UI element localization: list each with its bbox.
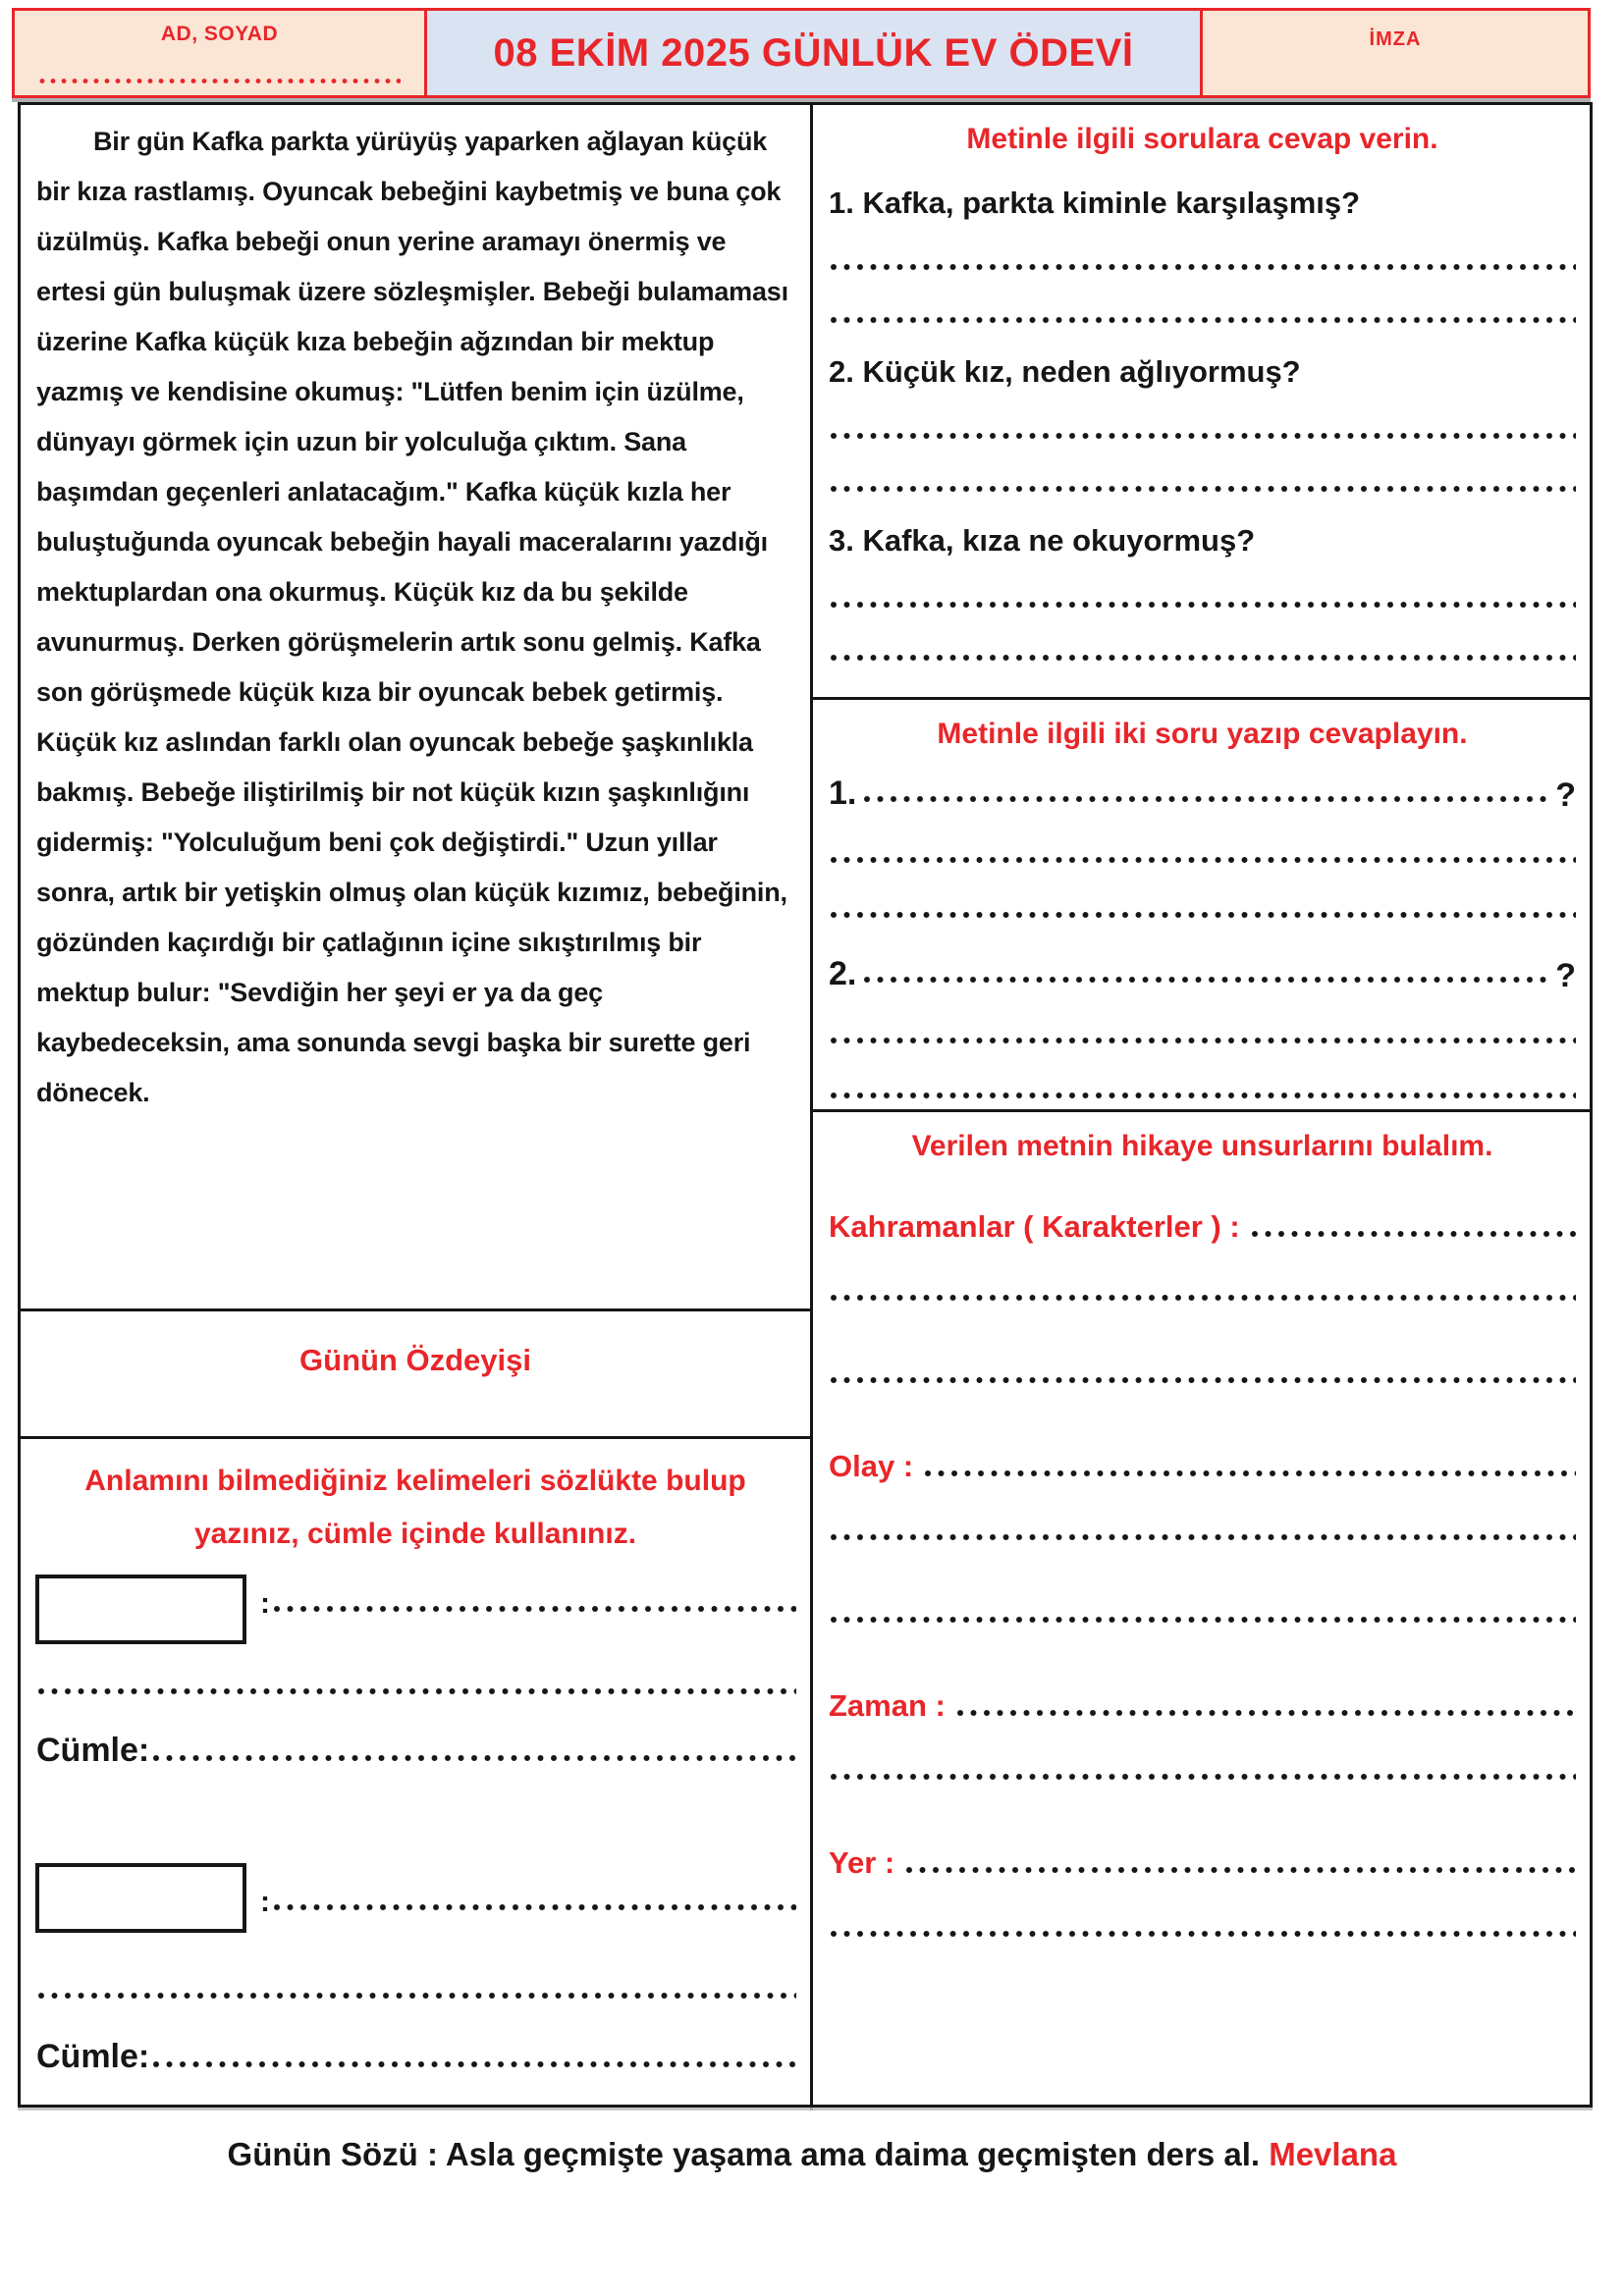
answer-line[interactable] xyxy=(904,1865,1576,1875)
answer-line[interactable] xyxy=(829,600,1576,610)
title-cell xyxy=(424,8,1203,98)
footer-author: Mevlana xyxy=(1269,2136,1397,2172)
answer-line[interactable] xyxy=(829,1375,1576,1385)
answer-line[interactable] xyxy=(829,1615,1576,1625)
name-fill-line[interactable] xyxy=(38,77,401,85)
answer-line[interactable] xyxy=(862,794,1553,804)
question-2: 2. Küçük kız, neden ağlıyormuş? xyxy=(829,354,1301,389)
sentence-row xyxy=(36,1734,796,1767)
answer-line[interactable] xyxy=(36,1686,796,1696)
answer-line[interactable] xyxy=(829,855,1576,865)
field-event xyxy=(829,1450,1576,1483)
answer-line[interactable] xyxy=(272,1604,796,1614)
question-mark: ? xyxy=(1555,776,1576,814)
field-label: Kahramanlar ( Karakterler ) : xyxy=(829,1209,1240,1244)
answer-line[interactable] xyxy=(829,910,1576,920)
question-1: 1. Kafka, parkta kiminle karşılaşmış? xyxy=(829,186,1361,220)
vocabulary-heading-line1: Anlamını bilmediğiniz kelimeleri sözlükte bulup xyxy=(84,1465,746,1497)
story-text: Bir gün Kafka parkta yürüyüş yaparken ağlayan küçük bir kıza rastlamış. Oyuncak bebeğini kaybetmiş ve buna çok üzülmüş. Kafka bebeği onun yerine aramayı önermiş ve ertesi gün buluşmak üzere sözleşmişler. Bebeği bulamaması üzerine Kafka küçük kıza bebeğin ağzından bir mektup yazmış ve kendisine okumuş: "Lütfen benim için üzülme, dünyayı görmek için uzun bir yolculuğa çıktım. Sana başımdan geçenleri anlatacağım." Kafka küçük kızla her buluştuğunda oyuncak bebeğin hayali maceralarını yazdığı mektuplardan ona okurmuş. Küçük kız da bu şekilde avunurmuş. Derken görüşmelerin artık sonu gelmiş. Kafka son görüşmede küçük kıza bir oyuncak bebek getirmiş. Küçük kız aslından farklı olan oyuncak bebeğe şaşkınlıkla bakmış. Bebeğe iliştirilmiş bir not küçük kızın şaşkınlığını gidermiş: "Yolculuğum beni çok değiştirdi." Uzun yıllar sonra, artık bir yetişkin olmuş olan küçük kızımız, bebeğinin, gözünden kaçırdığı bir çatlağının içine sıkıştırılmış bir mektup bulur: "Sevdiğin her şeyi er ya da geç kaybedeceksin, ama sonunda sevgi başka bir surette geri dönecek. xyxy=(36,127,788,1107)
answer-line[interactable] xyxy=(829,431,1576,441)
vocabulary-heading-line2: yazınız, cümle içinde kullanınız. xyxy=(193,1518,637,1550)
item-number: 2. xyxy=(829,955,857,992)
answer-line[interactable] xyxy=(829,1293,1576,1303)
write-questions-section xyxy=(813,700,1590,1112)
write-question-row-2 xyxy=(829,955,1576,994)
section-heading: Verilen metnin hikaye unsurlarını bulalım. xyxy=(911,1130,1493,1162)
footer-quote xyxy=(0,2136,1624,2173)
name-cell xyxy=(12,8,427,98)
answer-line[interactable] xyxy=(151,1753,796,1763)
word-definition-row xyxy=(260,1587,796,1620)
answer-line[interactable] xyxy=(829,1091,1576,1100)
answer-line[interactable] xyxy=(151,2059,796,2069)
field-time xyxy=(829,1689,1576,1723)
section-heading: Metinle ilgili iki soru yazıp cevaplayın. xyxy=(937,718,1468,750)
sentence-row xyxy=(36,2040,796,2073)
footer-label: Günün Sözü : xyxy=(227,2136,438,2172)
section-heading: Metinle ilgili sorulara cevap verin. xyxy=(966,123,1438,155)
answer-line[interactable] xyxy=(829,262,1576,272)
name-label: AD, SOYAD xyxy=(160,23,279,45)
signature-cell[interactable] xyxy=(1200,8,1591,98)
header xyxy=(12,8,1591,98)
field-place xyxy=(829,1846,1576,1880)
field-characters xyxy=(829,1210,1576,1244)
answer-line[interactable] xyxy=(829,1532,1576,1542)
page-title: 08 EKİM 2025 GÜNLÜK EV ÖDEVİ xyxy=(493,30,1134,75)
item-number: 1. xyxy=(829,774,857,812)
field-label: Zaman : xyxy=(829,1688,946,1723)
answer-line[interactable] xyxy=(36,1991,796,2001)
answer-line[interactable] xyxy=(829,653,1576,663)
colon: : xyxy=(260,1587,270,1620)
question-mark: ? xyxy=(1555,957,1576,994)
right-column xyxy=(810,102,1593,2108)
answer-line[interactable] xyxy=(829,1036,1576,1045)
question-3: 3. Kafka, kıza ne okuyormuş? xyxy=(829,523,1256,558)
vocabulary-box xyxy=(18,1436,813,2108)
answer-questions-section xyxy=(813,105,1590,700)
answer-line[interactable] xyxy=(862,975,1553,985)
answer-line[interactable] xyxy=(923,1468,1576,1478)
sentence-label: Cümle: xyxy=(36,1732,150,1769)
sentence-label: Cümle: xyxy=(36,2038,150,2075)
answer-line[interactable] xyxy=(829,1772,1576,1782)
word-box[interactable] xyxy=(35,1863,246,1933)
answer-line[interactable] xyxy=(272,1902,796,1912)
field-label: Olay : xyxy=(829,1449,914,1483)
signature-label: İMZA xyxy=(1369,28,1422,50)
quote-of-day-heading: Günün Özdeyişi xyxy=(299,1343,531,1377)
story-elements-section xyxy=(813,1112,1590,2105)
answer-line[interactable] xyxy=(1250,1229,1576,1239)
answer-line[interactable] xyxy=(829,484,1576,494)
word-definition-row xyxy=(260,1886,796,1918)
write-question-row-1 xyxy=(829,774,1576,814)
field-label: Yer : xyxy=(829,1845,895,1880)
colon: : xyxy=(260,1886,270,1918)
word-box[interactable] xyxy=(35,1575,246,1644)
story-box xyxy=(18,102,813,1311)
footer-text: Asla geçmişte yaşama ama daima geçmişten ders al. xyxy=(437,2136,1270,2172)
quote-of-day-box[interactable] xyxy=(18,1308,813,1439)
answer-line[interactable] xyxy=(955,1708,1576,1718)
answer-line[interactable] xyxy=(829,1929,1576,1939)
answer-line[interactable] xyxy=(829,315,1576,325)
